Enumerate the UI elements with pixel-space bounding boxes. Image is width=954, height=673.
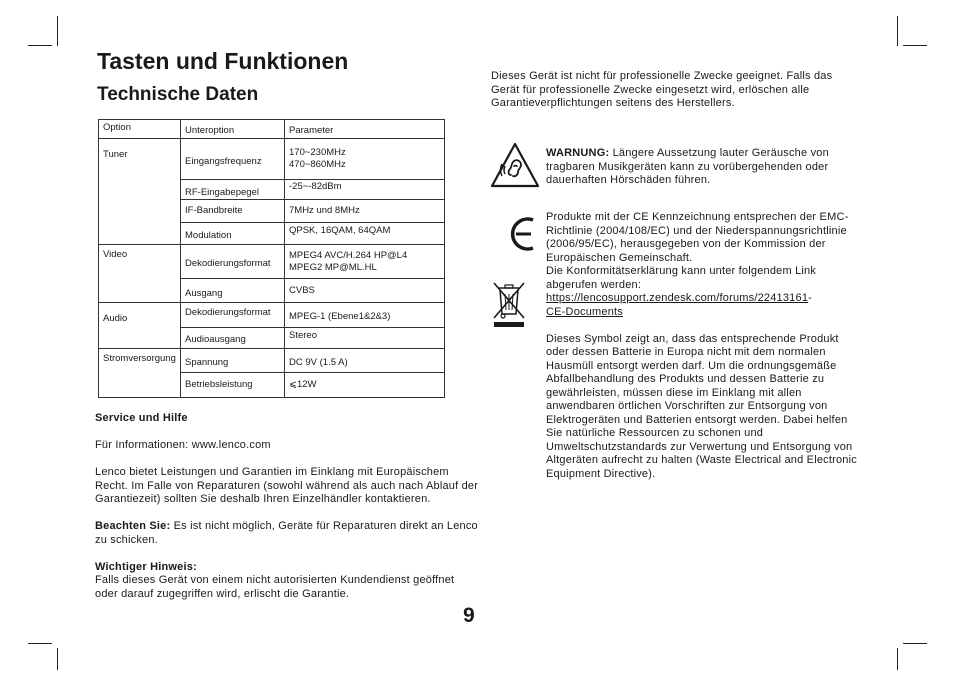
table-sub-cell: Betriebsleistung [181,373,285,398]
table-row [99,349,445,373]
crop-mark [903,643,927,644]
weee-text: Dieses Symbol zeigt an, dass das entsprechende Produkt oder dessen Batterie in Europa nicht mit dem normalen Hausmüll entsorgt werden darf. Um die ordnungsgemäße Abfallbehandlung des Produkts und dessen Batterie zu gewährleisten, müssen diese im Einklang mit allen anwendbaren örtlichen Vorschriften zur Entsorgung von Elektrogeräten und Batterien entsorgt werden. Dabei helfen Sie natürliche Ressourcen zu schonen und Umweltschutzstandards zur Verwertung und Entsorgung von Altgeräten aufrecht zu halten (Waste Electrical and Electronic Equipment Directive). [546,332,857,480]
crop-mark [57,16,58,46]
important-heading: Wichtiger Hinweis: [95,560,197,573]
table-param-cell: CVBS [285,279,445,303]
crop-mark [57,648,58,670]
important-text: Falls dieses Gerät von einem nicht autorisierten Kundendienst geöffnet oder darauf zugegriffen wird, erlischt die Garantie. [95,574,455,600]
warning-label: WARNUNG: [546,147,610,159]
section-title: Technische Daten [97,84,259,105]
table-row [99,245,445,279]
service-note [95,520,480,547]
crop-mark [28,643,52,644]
crop-mark [28,45,52,46]
table-sub-cell: Dekodierungsformat [181,245,285,279]
table-param-cell: -25~-82dBm [285,180,445,200]
ce-documents-link-continued[interactable]: CE-Documents [546,305,623,318]
table-header-row [99,120,445,139]
crop-mark [903,45,927,46]
param-line: MPEG4 AVC/H.264 HP@L4 [289,249,408,261]
intro-text: Dieses Gerät ist nicht für professionelle Zwecke geeignet. Falls das Gerät für professionelle Zwecke eingesetzt wird, erlöschen alle Garantieverpflichtungen seitens des Herstellers. [491,70,833,109]
table-option-cell: Stromversorgung [99,349,181,398]
table-sub-cell: Audioausgang [181,328,285,349]
table-sub-cell: IF-Bandbreite [181,200,285,223]
note-text: Es ist nicht möglich, Geräte für Reparaturen direkt an Lenco zu schicken. [95,520,478,546]
table-param-cell: QPSK, 16QAM, 64QAM [285,223,445,245]
table-param-cell: DC 9V (1.5 A) [285,349,445,373]
service-info: Für Informationen: www.lenco.com [95,439,271,451]
table-param-cell: 7MHz und 8MHz [285,200,445,223]
table-row [99,139,445,180]
table-sub-cell: RF-Eingabepegel [181,180,285,200]
spec-table [98,119,445,398]
table-param-cell: ⩽12W [285,373,445,398]
warning-text [546,147,861,188]
link-dash: - [808,292,813,304]
service-heading: Service und Hilfe [95,412,188,424]
crop-mark [897,648,898,670]
page-number: 9 [463,604,475,627]
table-sub-cell: Ausgang [181,279,285,303]
param-line: 470~860MHz [289,159,346,170]
ce-mark-icon [508,216,536,252]
table-param-cell [285,139,445,180]
table-sub-cell: Modulation [181,223,285,245]
service-section [95,412,480,601]
table-header-cell: Unteroption [181,120,285,139]
declaration-text: Die Konformitätserklärung kann unter folgendem Link abgerufen werden: [546,265,817,291]
ce-documents-link[interactable]: https://lencosupport.zendesk.com/forums/22413161 [546,292,809,304]
table-param-cell: Stereo [285,328,445,349]
page-title: Tasten und Funktionen [97,48,349,74]
table-row [99,303,445,328]
table-header-cell: Parameter [285,120,445,139]
ce-section [546,211,861,481]
table-header-cell: Option [99,120,181,139]
table-sub-cell: Dekodierungsformat [181,303,285,328]
param-line: MPEG2 MP@ML.HL [289,261,377,273]
table-option-cell: Tuner [99,139,181,245]
service-paragraph: Lenco bietet Leistungen und Garantien im Einklang mit Europäischem Recht. Im Falle von Reparaturen (sowohl während als auch nach Ablauf der Garantiezeit) sollten Sie deshalb Ihren Einzelhändler kontaktieren. [95,466,479,505]
warning-body: Längere Aussetzung lauter Geräusche von tragbaren Musikgeräten kann zu vorübergehenden oder dauerhaften Hörschäden führen. [546,147,829,186]
declaration-link [546,292,861,319]
table-param-cell: MPEG-1 (Ebene1&2&3) [285,303,445,328]
ce-text: Produkte mit der CE Kennzeichnung entsprechen der EMC-Richtlinie (2004/108/EC) und der Niederspannungsrichtlinie (2006/95/EC), herausgegeben von der Kommission der Europäischen Gemeinschaft. [546,211,849,264]
param-line: 170~230MHz [289,147,346,158]
note-label: Beachten Sie: [95,520,171,532]
crossed-bin-icon [491,280,527,330]
table-param-cell [285,245,445,279]
crop-mark [897,16,898,46]
table-sub-cell: Spannung [181,349,285,373]
table-option-cell: Audio [99,303,181,349]
table-sub-cell: Eingangsfrequenz [181,139,285,180]
hearing-warning-icon [489,141,541,189]
table-option-cell: Video [99,245,181,303]
